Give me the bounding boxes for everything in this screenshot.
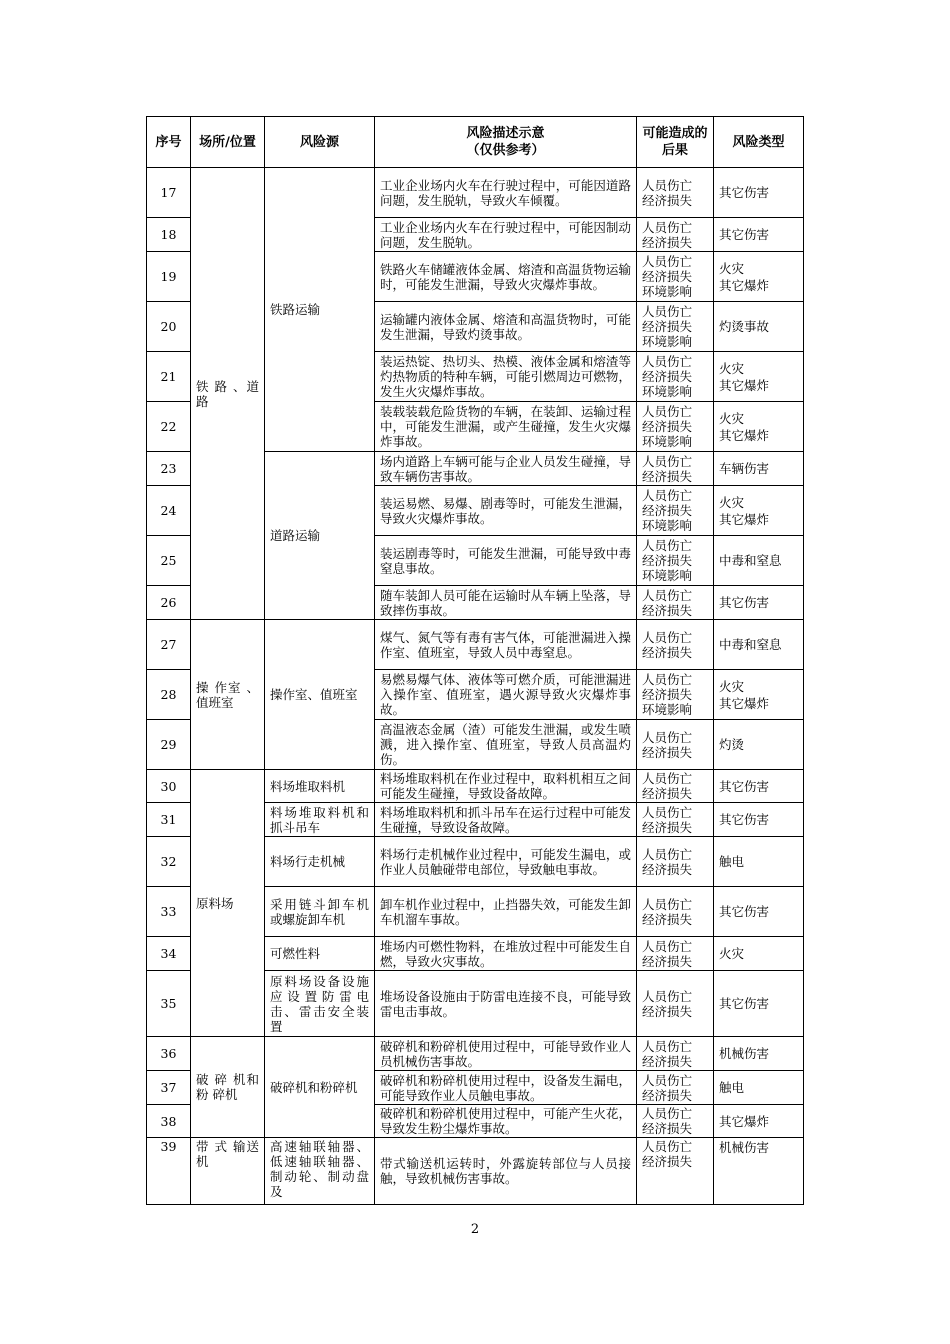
row-no: 27 xyxy=(147,620,191,670)
row-type: 触电 xyxy=(714,837,804,887)
row-type: 其它伤害 xyxy=(714,803,804,837)
row-no: 25 xyxy=(147,536,191,586)
row-description: 场内道路上车辆可能与企业人员发生碰撞，导致车辆伤害事故。 xyxy=(375,452,637,486)
header-location: 场所/位置 xyxy=(191,117,265,168)
row-description: 易燃易爆气体、液体等可燃介质，可能泄漏进入操作室、值班室，遇火源导致火灾爆炸事故。 xyxy=(375,670,637,720)
table-row xyxy=(147,168,804,218)
table-row xyxy=(147,620,804,670)
row-description: 装运易燃、易爆、剧毒等时，可能发生泄漏，导致火灾爆炸事故。 xyxy=(375,486,637,536)
row-consequence: 人员伤亡 经济损失 xyxy=(637,971,714,1037)
risk-table xyxy=(146,116,804,1205)
row-consequence: 人员伤亡 经济损失 xyxy=(637,168,714,218)
row-type: 其它伤害 xyxy=(714,586,804,620)
row-description: 堆场设备设施由于防雷电连接不良，可能导致雷电击事故。 xyxy=(375,971,637,1037)
row-description: 装运热锭、热切头、热模、液体金属和熔渣等灼热物质的特种车辆，可能引燃周边可燃物，发生火灾爆炸事故。 xyxy=(375,352,637,402)
row-type: 火灾 其它爆炸 xyxy=(714,252,804,302)
location-control-room: 操 作室 、 值班室 xyxy=(191,620,265,770)
row-description: 高温液态金属（渣）可能发生泄漏，或发生喷溅，进入操作室、值班室，导致人员高温灼伤。 xyxy=(375,720,637,770)
row-consequence: 人员伤亡 经济损失 xyxy=(637,837,714,887)
row-no: 36 xyxy=(147,1037,191,1071)
row-no: 20 xyxy=(147,302,191,352)
row-consequence: 人员伤亡 经济损失 环境影响 xyxy=(637,302,714,352)
row-description: 料场堆取料机和抓斗吊车在运行过程中可能发生碰撞，导致设备故障。 xyxy=(375,803,637,837)
source-yard-machinery: 料场行走机械 xyxy=(265,837,375,887)
table-row xyxy=(147,1138,804,1205)
row-type: 机械伤害 xyxy=(714,1037,804,1071)
row-description: 堆场内可燃性物料，在堆放过程中可能发生自燃，导致火灾事故。 xyxy=(375,937,637,971)
source-unloader: 采用链斗卸车机或螺旋卸车机 xyxy=(265,887,375,937)
row-description: 工业企业场内火车在行驶过程中，可能因制动问题，发生脱轨。 xyxy=(375,218,637,252)
page-number: 2 xyxy=(470,1222,480,1237)
row-description: 料场堆取料机在作业过程中，取料机相互之间可能发生碰撞，导致设备故障。 xyxy=(375,770,637,803)
source-conveyor: 高速轴联轴器、低速轴联轴器、制动轮、制动盘及 xyxy=(265,1138,375,1205)
source-lightning: 原料场设备设施应设置防雷电击、雷击安全装置 xyxy=(265,971,375,1037)
table-row xyxy=(147,1037,804,1071)
row-type: 火灾 xyxy=(714,937,804,971)
source-combustible: 可燃性料 xyxy=(265,937,375,971)
row-no: 39 xyxy=(147,1138,191,1205)
row-no: 29 xyxy=(147,720,191,770)
row-consequence: 人员伤亡 经济损失 xyxy=(637,452,714,486)
row-description: 装载装载危险货物的车辆，在装卸、运输过程中，可能发生泄漏，或产生碰撞，发生火灾爆炸事故。 xyxy=(375,402,637,452)
header-consequence: 可能造成的后果 xyxy=(637,117,714,168)
table-row xyxy=(147,770,804,803)
row-description: 破碎机和粉碎机使用过程中，可能导致作业人员机械伤害事故。 xyxy=(375,1037,637,1071)
source-rail: 铁路运输 xyxy=(265,168,375,452)
header-source: 风险源 xyxy=(265,117,375,168)
row-description: 料场行走机械作业过程中，可能发生漏电，或作业人员触碰带电部位，导致触电事故。 xyxy=(375,837,637,887)
row-description: 工业企业场内火车在行驶过程中，可能因道路问题，发生脱轨，导致火车倾覆。 xyxy=(375,168,637,218)
row-type: 其它伤害 xyxy=(714,770,804,803)
location-rail-road: 铁 路 、道路 xyxy=(191,168,265,620)
header-row xyxy=(147,117,804,168)
row-no: 32 xyxy=(147,837,191,887)
row-description: 煤气、氮气等有毒有害气体，可能泄漏进入操作室、值班室，导致人员中毒窒息。 xyxy=(375,620,637,670)
location-stockyard: 原料场 xyxy=(191,770,265,1037)
row-type: 其它伤害 xyxy=(714,971,804,1037)
row-consequence: 人员伤亡 经济损失 xyxy=(637,720,714,770)
row-no: 24 xyxy=(147,486,191,536)
header-description-line2: （仅供参考） xyxy=(466,143,545,158)
row-description: 铁路火车储罐液体金属、熔渣和高温货物运输时，可能发生泄漏，导致火灾爆炸事故。 xyxy=(375,252,637,302)
row-consequence: 人员伤亡 经济损失 环境影响 xyxy=(637,670,714,720)
row-no: 18 xyxy=(147,218,191,252)
row-consequence: 人员伤亡 经济损失 xyxy=(637,620,714,670)
row-type: 机械伤害 xyxy=(714,1138,804,1205)
row-no: 31 xyxy=(147,803,191,837)
row-type: 火灾 其它爆炸 xyxy=(714,486,804,536)
header-description-line1: 风险描述示意 xyxy=(466,126,545,141)
row-consequence: 人员伤亡 经济损失 环境影响 xyxy=(637,252,714,302)
row-description: 破碎机和粉碎机使用过程中，设备发生漏电，可能导致作业人员触电事故。 xyxy=(375,1071,637,1105)
row-type: 其它爆炸 xyxy=(714,1105,804,1138)
row-consequence: 人员伤亡 经济损失 xyxy=(637,770,714,803)
row-consequence: 人员伤亡 经济损失 环境影响 xyxy=(637,486,714,536)
row-description: 带式输送机运转时，外露旋转部位与人员接触，导致机械伤害事故。 xyxy=(375,1138,637,1205)
location-conveyor: 带 式 输送机 xyxy=(191,1138,265,1205)
source-stacker-grab: 料场堆取料机和抓斗吊车 xyxy=(265,803,375,837)
row-consequence: 人员伤亡 经济损失 xyxy=(637,218,714,252)
source-crusher: 破碎机和粉碎机 xyxy=(265,1037,375,1138)
row-no: 30 xyxy=(147,770,191,803)
row-type: 火灾 其它爆炸 xyxy=(714,352,804,402)
row-consequence: 人员伤亡 经济损失 环境影响 xyxy=(637,536,714,586)
row-consequence: 人员伤亡 经济损失 xyxy=(637,1138,714,1205)
row-no: 35 xyxy=(147,971,191,1037)
row-no: 26 xyxy=(147,586,191,620)
row-consequence: 人员伤亡 经济损失 环境影响 xyxy=(637,402,714,452)
source-stacker: 料场堆取料机 xyxy=(265,770,375,803)
row-no: 28 xyxy=(147,670,191,720)
row-consequence: 人员伤亡 经济损失 xyxy=(637,1037,714,1071)
row-type: 其它伤害 xyxy=(714,887,804,937)
row-consequence: 人员伤亡 经济损失 xyxy=(637,937,714,971)
row-no: 34 xyxy=(147,937,191,971)
row-type: 火灾 其它爆炸 xyxy=(714,670,804,720)
row-type: 触电 xyxy=(714,1071,804,1105)
row-type: 其它伤害 xyxy=(714,218,804,252)
source-control-room: 操作室、值班室 xyxy=(265,620,375,770)
row-type: 中毒和窒息 xyxy=(714,536,804,586)
row-no: 17 xyxy=(147,168,191,218)
row-description: 随车装卸人员可能在运输时从车辆上坠落，导致摔伤事故。 xyxy=(375,586,637,620)
row-no: 21 xyxy=(147,352,191,402)
row-no: 19 xyxy=(147,252,191,302)
row-no: 23 xyxy=(147,452,191,486)
source-road: 道路运输 xyxy=(265,452,375,620)
row-no: 22 xyxy=(147,402,191,452)
row-description: 运输罐内液体金属、熔渣和高温货物时，可能发生泄漏，导致灼烫事故。 xyxy=(375,302,637,352)
row-type: 灼烫事故 xyxy=(714,302,804,352)
row-consequence: 人员伤亡 经济损失 xyxy=(637,887,714,937)
row-no: 37 xyxy=(147,1071,191,1105)
row-type: 灼烫 xyxy=(714,720,804,770)
header-description xyxy=(375,117,637,168)
row-description: 卸车机作业过程中，止挡器失效，可能发生卸车机溜车事故。 xyxy=(375,887,637,937)
row-consequence: 人员伤亡 经济损失 xyxy=(637,1105,714,1138)
header-no: 序号 xyxy=(147,117,191,168)
row-no: 33 xyxy=(147,887,191,937)
header-type: 风险类型 xyxy=(714,117,804,168)
row-description: 装运剧毒等时，可能发生泄漏，可能导致中毒窒息事故。 xyxy=(375,536,637,586)
row-description: 破碎机和粉碎机使用过程中，可能产生火花，导致发生粉尘爆炸事故。 xyxy=(375,1105,637,1138)
location-crusher: 破 碎 机和 粉 碎机 xyxy=(191,1037,265,1138)
row-type: 中毒和窒息 xyxy=(714,620,804,670)
row-consequence: 人员伤亡 经济损失 xyxy=(637,803,714,837)
row-type: 火灾 其它爆炸 xyxy=(714,402,804,452)
row-type: 其它伤害 xyxy=(714,168,804,218)
row-consequence: 人员伤亡 经济损失 xyxy=(637,586,714,620)
row-no: 38 xyxy=(147,1105,191,1138)
row-consequence: 人员伤亡 经济损失 环境影响 xyxy=(637,352,714,402)
row-consequence: 人员伤亡 经济损失 xyxy=(637,1071,714,1105)
row-type: 车辆伤害 xyxy=(714,452,804,486)
